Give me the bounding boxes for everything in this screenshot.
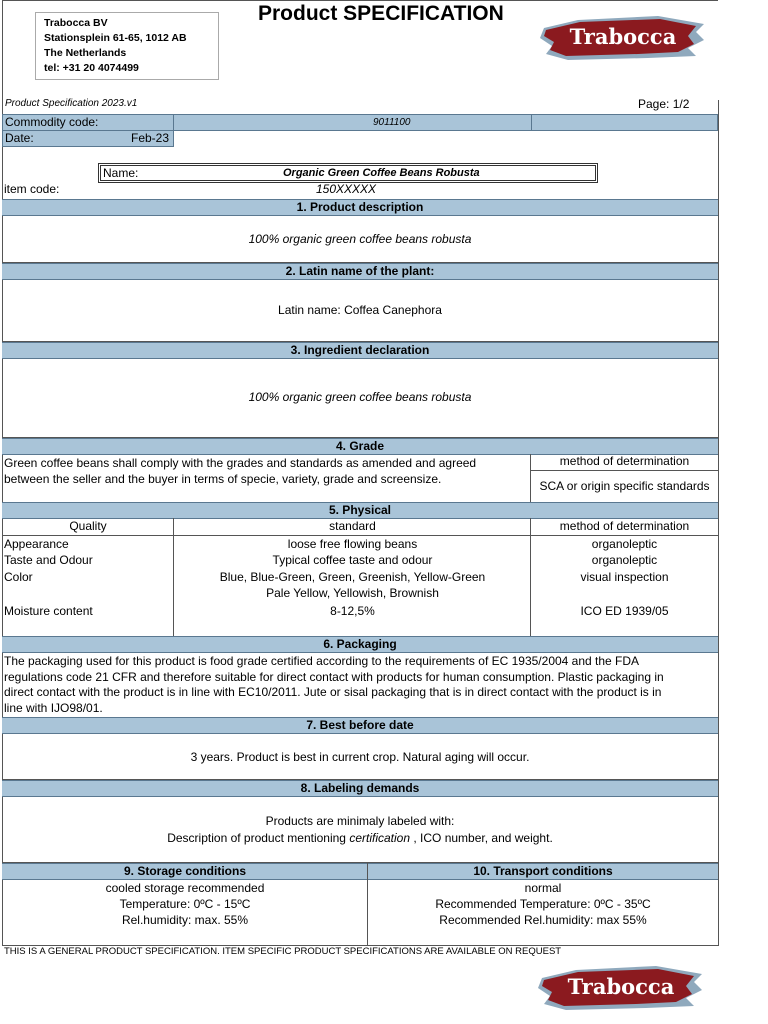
name-label: Name: (103, 166, 139, 180)
section-7-header: 7. Best before date (2, 717, 718, 734)
date-value: Feb-23 (131, 131, 170, 145)
section-7-text: 3 years. Product is best in current crop. Natural aging will occur. (190, 750, 530, 764)
date-row (2, 131, 174, 147)
section-4-method-value: SCA or origin specific standards (539, 479, 710, 493)
labeling-text-b: certification (349, 831, 411, 845)
physical-row-method: visual inspection (580, 570, 669, 584)
page-number: Page: 1/2 (638, 97, 690, 111)
section-4-method-header: method of determination (559, 454, 690, 468)
spec-version: Product Specification 2023.v1 (5, 98, 138, 109)
packaging-line: regulations code 21 CFR and therefore suitable for direct contact with products for human consumption. Plastic packaging in (4, 670, 664, 684)
company-country: The Netherlands (44, 47, 127, 59)
packaging-line: direct contact with the product is in line with EC10/2011. Jute or sisal packaging that is in direct contact with the product is in (4, 685, 662, 699)
commodity-divider-1 (173, 115, 174, 130)
section-2-header: 2. Latin name of the plant: (2, 263, 718, 280)
section-1-header: 1. Product description (2, 199, 718, 216)
storage-line: cooled storage recommended (105, 881, 265, 895)
section-5-header: 5. Physical (2, 502, 718, 519)
company-tel: tel: +31 20 4074499 (44, 62, 139, 74)
physical-row-quality: Color (4, 570, 33, 584)
transport-line: normal (524, 881, 562, 895)
packaging-line: The packaging used for this product is food grade certified according to the requirements of EC 1935/2004 and the FDA (4, 654, 640, 668)
section-4-method-rule (530, 470, 718, 471)
commodity-divider-2 (531, 115, 532, 130)
commodity-row (2, 114, 718, 131)
logo-text-top: Trabocca (569, 24, 677, 49)
physical-row-method: organoleptic (591, 537, 658, 551)
physical-row-standard: Typical coffee taste and odour (272, 553, 433, 567)
company-street: Stationsplein 61-65, 1012 AB (44, 32, 187, 44)
section-3-text: 100% organic green coffee beans robusta (248, 390, 472, 404)
physical-row-quality: Taste and Odour (4, 553, 93, 567)
labeling-text-c: , ICO number, and weight. (410, 831, 553, 845)
company-name: Trabocca BV (44, 17, 108, 29)
labeling-line-1: Products are minimaly labeled with: (265, 814, 455, 828)
storage-line: Rel.humidity: max. 55% (121, 913, 249, 927)
doc-title: Product SPECIFICATION (258, 2, 504, 25)
section-9-header: 9. Storage conditions (123, 864, 246, 878)
company-address-box (35, 12, 219, 80)
section-3-header: 3. Ingredient declaration (2, 342, 718, 359)
section-8-header: 8. Labeling demands (2, 780, 718, 797)
physical-row-method: ICO ED 1939/05 (580, 604, 669, 618)
date-label: Date: (5, 131, 34, 145)
storage-line: Temperature: 0ºC - 15ºC (119, 897, 251, 911)
section-2-text: Latin name: Coffea Canephora (278, 303, 442, 317)
commodity-label: Commodity code: (5, 115, 99, 129)
top-rule (2, 0, 718, 1)
trabocca-logo-top (538, 8, 708, 66)
product-name: Organic Green Coffee Beans Robusta (283, 167, 480, 179)
section-1-text: 100% organic green coffee beans robusta (248, 232, 472, 246)
item-code-value: 150XXXXX (316, 182, 377, 196)
name-box (98, 163, 598, 183)
physical-row-standard: 8-12,5% (330, 604, 375, 618)
labeling-line-2 (2, 831, 718, 845)
physical-col-method: method of determination (559, 519, 690, 533)
labeling-text-a: Description of product mentioning (167, 831, 350, 845)
commodity-value: 9011100 (373, 117, 411, 128)
item-code-label: item code: (4, 182, 60, 196)
footer-note: THIS IS A GENERAL PRODUCT SPECIFICATION. ITEM SPECIFIC PRODUCT SPECIFICATIONS ARE AVAILABLE ON REQUEST (4, 946, 562, 957)
section-10-header: 10. Transport conditions (473, 864, 613, 878)
physical-row-standard: loose free flowing beans (287, 537, 418, 551)
physical-row-quality: Appearance (4, 537, 69, 551)
physical-row-method: organoleptic (591, 553, 658, 567)
section-6-header: 6. Packaging (2, 636, 718, 653)
logo-text-bottom: Trabocca (567, 974, 675, 999)
section-4-text-1: Green coffee beans shall comply with the grades and standards as amended and agreed (4, 456, 477, 470)
physical-col-quality: Quality (69, 519, 107, 533)
physical-col-standard: standard (329, 519, 376, 533)
physical-row-standard: Blue, Blue-Green, Green, Greenish, Yellow-Green (219, 570, 486, 584)
transport-line: Recommended Rel.humidity: max 55% (439, 913, 647, 927)
section-4-text-2: between the seller and the buyer in terms of specie, variety, grade and screensize. (4, 472, 442, 486)
physical-row-standard: Pale Yellow, Yellowish, Brownish (266, 586, 439, 600)
frame-right (718, 100, 719, 946)
physical-row-quality: Moisture content (4, 604, 93, 618)
transport-line: Recommended Temperature: 0ºC - 35ºC (435, 897, 651, 911)
trabocca-logo-bottom (536, 958, 706, 1016)
section-4-header: 4. Grade (2, 438, 718, 455)
packaging-line: line with IJO98/01. (4, 701, 103, 715)
physical-header-rule (2, 535, 718, 536)
